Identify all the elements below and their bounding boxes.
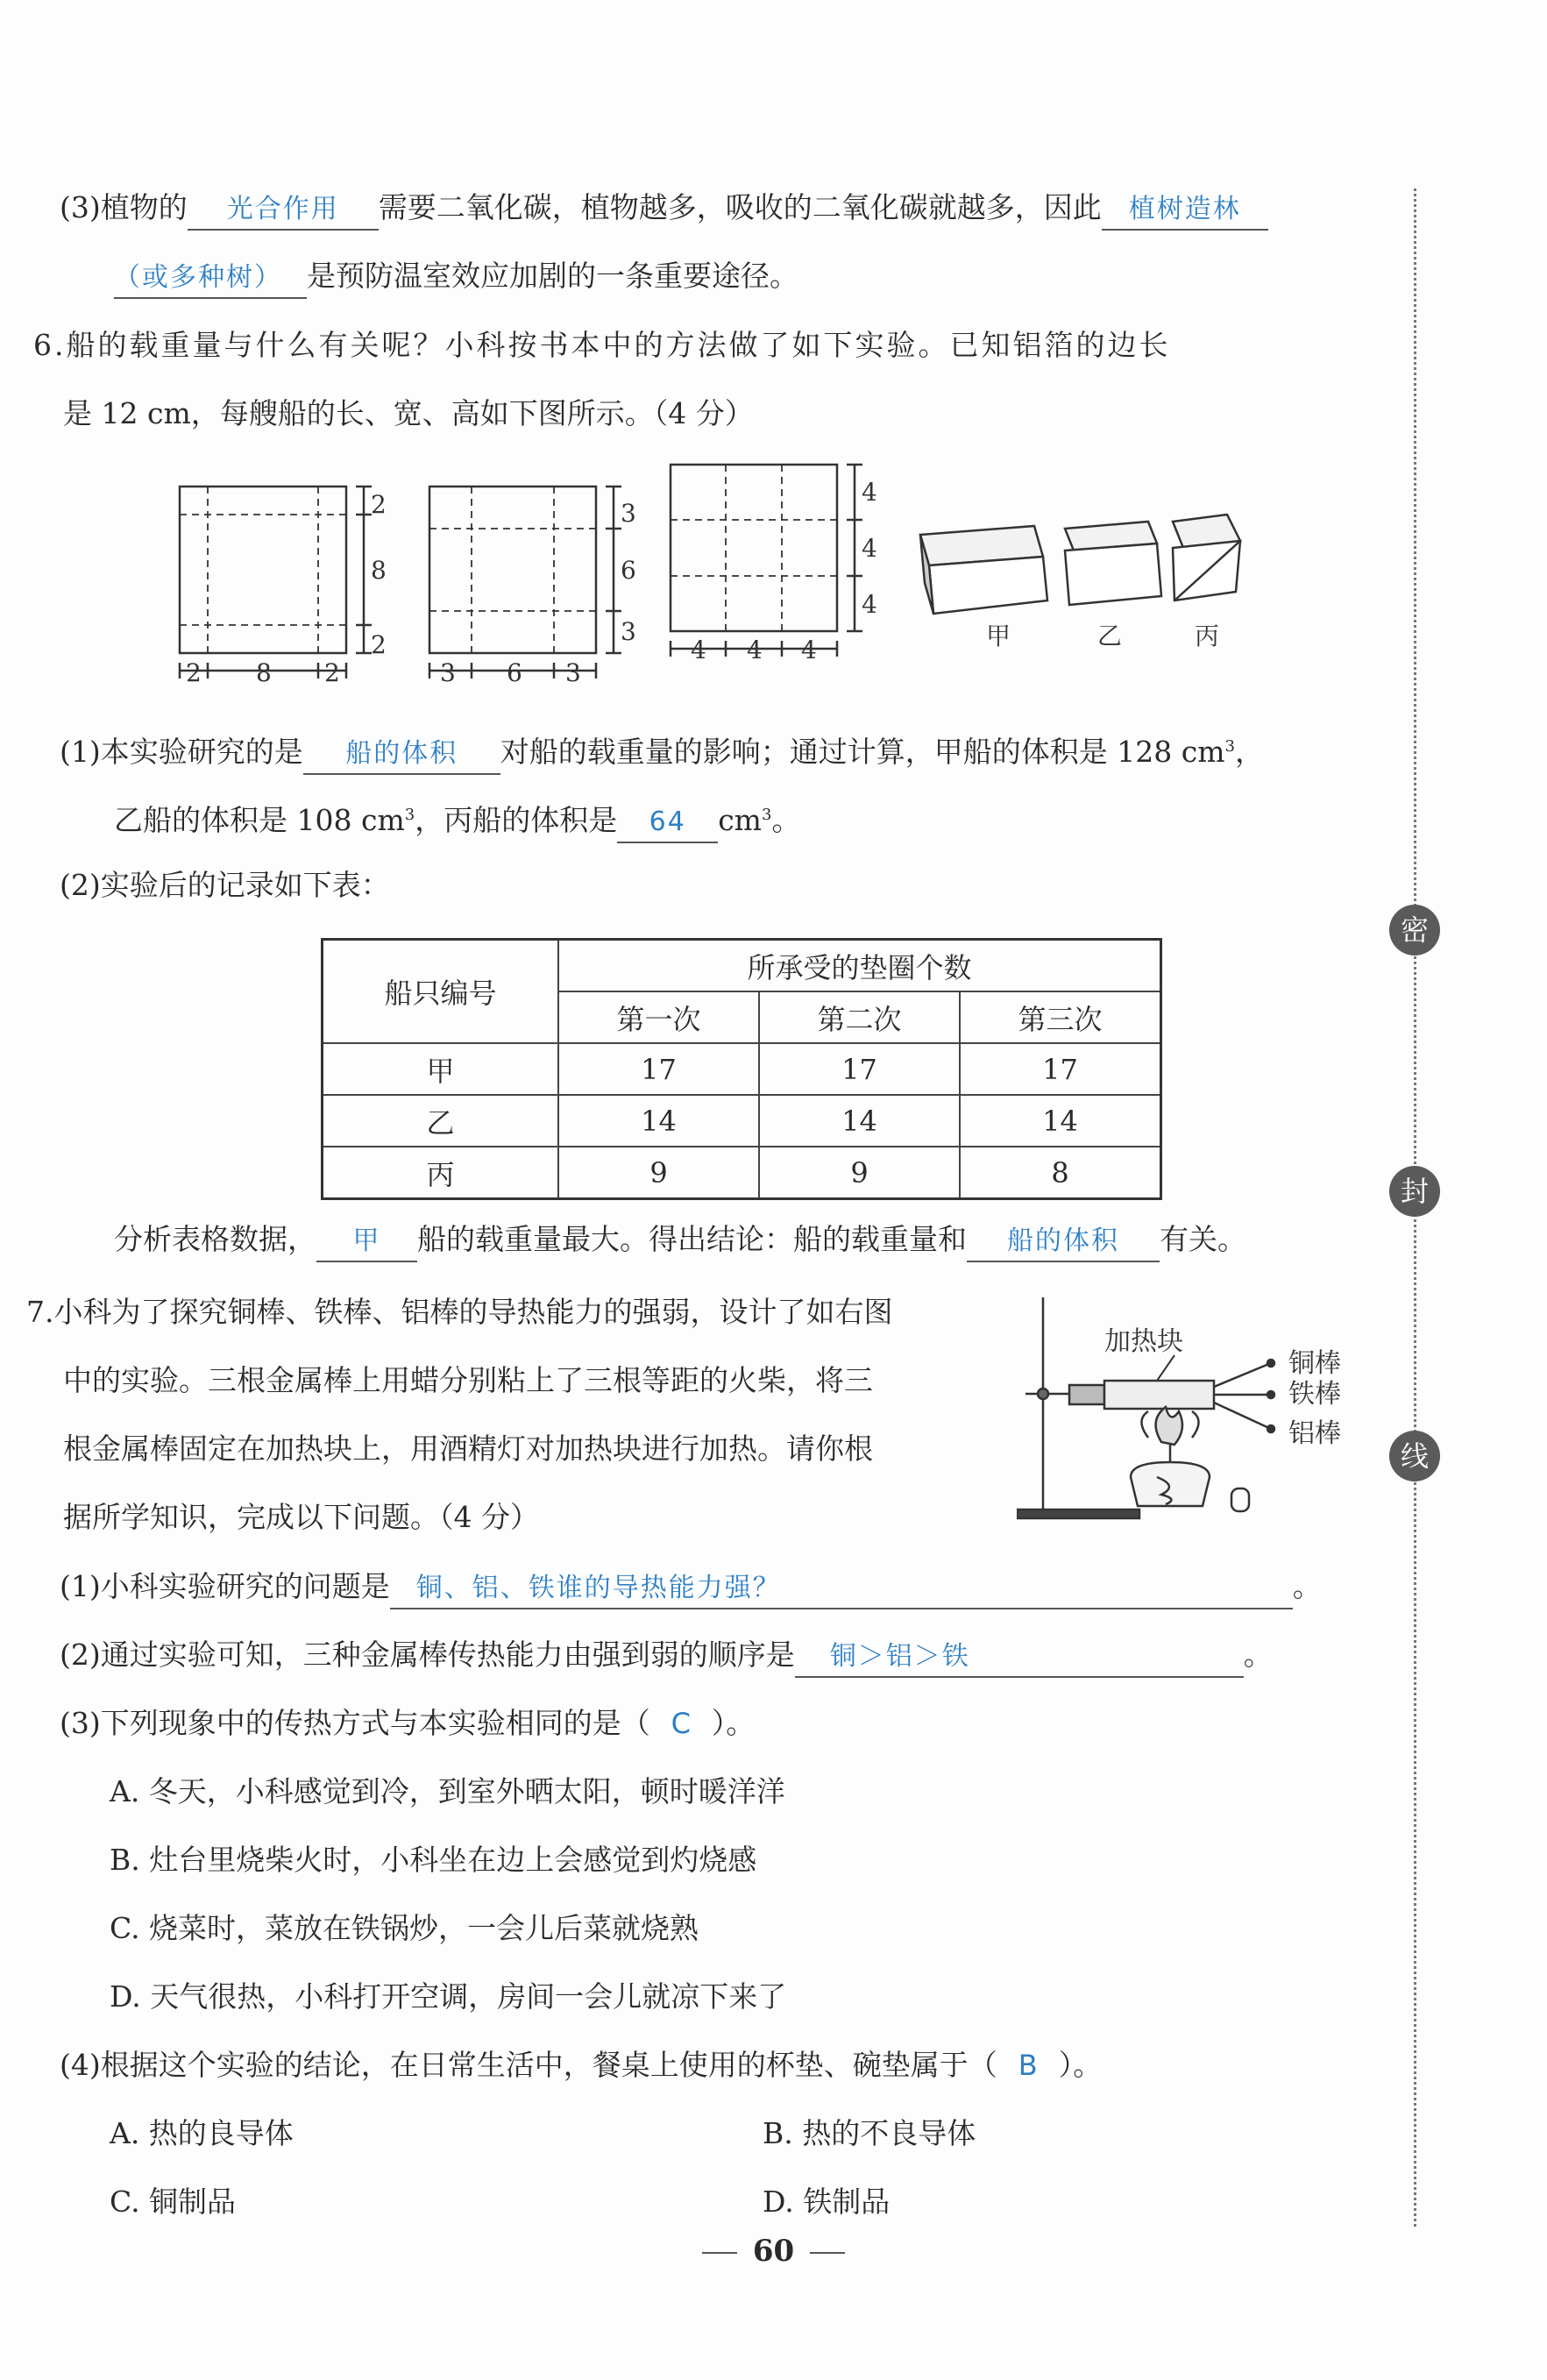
- q6-part1-line1: (1)本实验研究的是 船的体积 对船的载重量的影响；通过计算，甲船的体积是 128 $cm^3$，: [60, 728, 1264, 775]
- dim-label: 8: [256, 658, 272, 687]
- dim-label: 3: [565, 658, 581, 687]
- label-aluminum: 铝棒: [1288, 1418, 1341, 1449]
- boat-label: 甲: [986, 622, 1011, 650]
- boat-label: 乙: [1097, 622, 1123, 650]
- dim-label: 2: [371, 630, 387, 659]
- q5-part3-line1: (3)植物的 光合作用 需要二氧化碳，植物越多，吸收的二氧化碳就越多，因此 植树造林: [60, 188, 1268, 231]
- dim-label: 2: [186, 658, 202, 687]
- dim-label: 3: [440, 658, 456, 687]
- header-trial: 第二次: [759, 991, 960, 1043]
- option-d: D. 铁制品: [763, 2185, 891, 2219]
- dim-label: 4: [691, 636, 706, 664]
- option-d: D. 天气很热，小科打开空调，房间一会儿就凉下来了: [110, 1979, 787, 2014]
- q7-part1: (1)小科实验研究的问题是 铜、铝、铁谁的导热能力强？ 。: [60, 1567, 1322, 1609]
- boat-label: 丙: [1195, 622, 1220, 650]
- q7-part2: (2)通过实验可知，三种金属棒传热能力由强到弱的顺序是 铜＞铝＞铁 。: [60, 1636, 1273, 1678]
- dim-label: 6: [507, 658, 522, 687]
- dim-label: 4: [862, 590, 877, 619]
- boat-yi: [1065, 522, 1161, 605]
- q7-stem-4: 据所学知识，完成以下问题。（4 分）: [63, 1500, 539, 1534]
- dim-label: 4: [747, 636, 763, 664]
- answer-choice: B: [1018, 2049, 1038, 2082]
- dim-label: 8: [371, 556, 387, 585]
- boat-jia: [920, 526, 1047, 614]
- q6-part2: (2)实验后的记录如下表：: [60, 868, 390, 902]
- header-group: 所承受的垫圈个数: [558, 940, 1161, 992]
- header-trial: 第一次: [558, 991, 759, 1043]
- q6-stem-line2: 是 12 cm，每艘船的长、宽、高如下图所示。（4 分）: [63, 396, 754, 430]
- dim-label: 3: [621, 499, 636, 528]
- label-copper: 铜棒: [1288, 1348, 1341, 1379]
- q7-part4: (4)根据这个实验的结论，在日常生活中，餐桌上使用的杯垫、碗垫属于（ B ）。: [60, 2046, 1102, 2085]
- header-boat: 船只编号: [323, 940, 559, 1044]
- answer-blank: 铜、铝、铁谁的导热能力强？: [390, 1569, 1293, 1609]
- q6-conclusion: 分析表格数据， 甲 船的载重量最大。得出结论：船的载重量和 船的体积 有关。: [114, 1220, 1246, 1262]
- q7-stem-2: 中的实验。三根金属棒上用蜡分别粘上了三根等距的火柴，将三: [63, 1363, 873, 1397]
- q5-part3-line2: （或多种树） 是预防温室效应加剧的一条重要途径。: [114, 257, 798, 299]
- answer-blank: 光合作用: [188, 190, 379, 231]
- heat-conduction-apparatus: [1017, 1289, 1367, 1525]
- answer-blank: （或多种树）: [114, 259, 307, 299]
- label-heating-block: 加热块: [1104, 1326, 1183, 1357]
- answer-blank: 船的体积: [303, 735, 500, 775]
- dim-label: 3: [621, 617, 636, 646]
- dim-label: 2: [324, 658, 340, 687]
- answer-blank: 植树造林: [1102, 190, 1268, 231]
- dim-label: 4: [801, 636, 817, 664]
- option-c: C. 烧菜时，菜放在铁锅炒，一会儿后菜就烧熟: [110, 1911, 699, 1945]
- header-trial: 第三次: [960, 991, 1161, 1043]
- seal-feng: 封: [1389, 1166, 1440, 1217]
- q7-part3: (3)下列现象中的传热方式与本实验相同的是（ C ）。: [60, 1704, 755, 1743]
- label-iron: 铁棒: [1288, 1379, 1341, 1410]
- results-table: [321, 938, 1162, 1200]
- option-b: B. 灶台里烧柴火时，小科坐在边上会感觉到灼烧感: [110, 1843, 757, 1877]
- option-c: C. 铜制品: [110, 2185, 237, 2219]
- foil-boat-diagram: [167, 460, 1271, 697]
- seal-xian: 线: [1389, 1431, 1440, 1481]
- table-row: 甲 17 17 17: [323, 1043, 1161, 1095]
- dim-label: 2: [371, 490, 387, 519]
- q7-stem-1: 7.小科为了探究铜棒、铁棒、铝棒的导热能力的强弱，设计了如右图: [26, 1295, 893, 1329]
- dim-label: 4: [862, 534, 877, 563]
- option-a: A. 冬天，小科感觉到冷，到室外晒太阳，顿时暖洋洋: [110, 1774, 785, 1808]
- answer-blank: 甲: [316, 1222, 417, 1262]
- q6-part1-line2: 乙船的体积是 108 $cm^3$，丙船的体积是 64 $cm^3$。: [114, 796, 800, 843]
- q7-stem-3: 根金属棒固定在加热块上，用酒精灯对加热块进行加热。请你根: [63, 1432, 873, 1466]
- answer-blank: 船的体积: [967, 1222, 1160, 1262]
- page-number: 60: [0, 2234, 1547, 2269]
- option-b: B. 热的不良导体: [763, 2116, 976, 2150]
- dim-label: 4: [862, 478, 877, 507]
- bing-foil-square: [671, 465, 837, 631]
- seal-mi: 密: [1389, 905, 1440, 956]
- q6-stem-line1: 6.船的载重量与什么有关呢？小科按书本中的方法做了如下实验。已知铝箔的边长: [33, 328, 1171, 362]
- table-row: 丙 9 9 8: [323, 1147, 1161, 1199]
- answer-choice: C: [671, 1707, 691, 1740]
- answer-blank: 铜＞铝＞铁: [795, 1638, 1244, 1678]
- option-a: A. 热的良导体: [110, 2116, 294, 2150]
- yi-foil-square: [429, 487, 596, 653]
- jia-foil-square: [180, 487, 346, 653]
- table-row: 乙 14 14 14: [323, 1095, 1161, 1147]
- dim-label: 6: [621, 556, 636, 585]
- boat-bing: [1173, 515, 1240, 600]
- answer-blank: 64: [617, 803, 718, 843]
